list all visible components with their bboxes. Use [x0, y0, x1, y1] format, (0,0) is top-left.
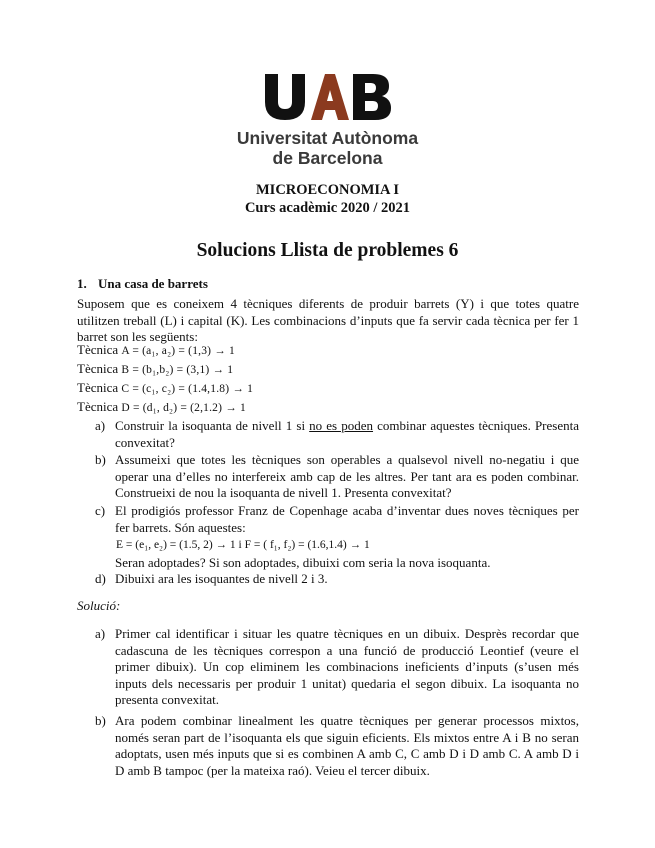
logo-letter-u	[265, 74, 305, 120]
list-marker: c)	[95, 503, 106, 518]
question-text: Seran adoptades? Si son adoptades, dibuixi com seria la nova isoquanta.	[115, 555, 491, 570]
section-title: Una casa de barrets	[98, 276, 208, 291]
question-text: El prodigiós professor Franz de Copenhage acaba d’inventar dues noves tècniques per fer barrets. Són aquestes:	[115, 503, 579, 535]
course-title: MICROECONOMIA I	[256, 182, 399, 198]
technique-line	[77, 399, 246, 416]
technique-label: Tècnica	[77, 342, 119, 357]
list-marker: a)	[95, 626, 106, 641]
document-title: Solucions Llista de problemes 6	[196, 240, 459, 261]
technique-line	[77, 380, 253, 397]
list-marker: b)	[95, 713, 106, 728]
technique-label: Tècnica	[77, 380, 119, 395]
technique-formula: A = (a₁, a₂) = (1,3) → 1	[121, 345, 236, 357]
solution-label: Solució:	[77, 598, 121, 613]
technique-line	[77, 361, 233, 378]
answer-text: Primer cal identificar i situar les quatre tècniques en un dibuix. Desprès recordar que cadascuna de les tècniques correspon a una funció de producció Leontief (veure el primer dibuix). Un cop eliminem les combinacions ineficients d’inputs (s’usen més inputs dels necessaris per produir 1 unitat) quedaria el segon dibuix. La isoquanta no presenta convexitat.	[115, 626, 579, 707]
section-heading	[77, 276, 208, 292]
underlined-phrase: no es poden	[309, 418, 374, 433]
section-number: 1.	[77, 276, 87, 291]
uab-logo-mark	[265, 74, 391, 120]
question-text-part: combinar aquestes tècniques. Presenta convexitat?	[115, 418, 579, 450]
university-line-1: Universitat Autònoma	[236, 128, 419, 148]
university-name	[0, 128, 655, 168]
list-marker: a)	[95, 418, 106, 433]
technique-label: Tècnica	[77, 399, 119, 414]
question-text	[115, 418, 579, 451]
new-techniques-formula: E = (e₁, e₂) = (1.5, 2) → 1 i F = ( f₁, f₂) = (1.6,1.4) → 1	[116, 539, 370, 551]
university-logo	[0, 74, 655, 168]
technique-formula: B = (b₁,b₂) = (3,1) → 1	[121, 364, 234, 376]
list-marker: d)	[95, 571, 106, 586]
question-text: Dibuixi ara les isoquantes de nivell 2 i 3.	[115, 571, 328, 586]
list-marker: b)	[95, 452, 106, 467]
intro-paragraph: Suposem que es coneixem 4 tècniques diferents de produir barrets (Y) i que totes quatre utilitzen treball (L) i capital (K). Les combinacions d’inputs que fa servir cada tècnica per fer 1 barret son les següents:	[77, 296, 579, 344]
answer-text: Ara podem combinar linealment les quatre tècniques per generar processos mixtos, només seran part de l’isoquanta els que siguin eficients. Els mixtos entre A i B no seran adoptats, usen més inputs que si es combinen A amb C, C amb D i D amb C. A amb D i D amb B tampoc (per la mateixa raó). Veieu el tercer dibuix.	[115, 713, 579, 778]
logo-letter-b	[353, 74, 391, 120]
question-text-part: Construir la isoquanta de nivell 1 si	[115, 418, 310, 433]
course-year: Curs acadèmic 2020 / 2021	[244, 200, 411, 216]
technique-line	[77, 342, 235, 359]
technique-formula: D = (d₁, d₂) = (2,1.2) → 1	[121, 402, 246, 414]
technique-label: Tècnica	[77, 361, 119, 376]
university-line-2: de Barcelona	[272, 148, 383, 168]
question-text: Assumeixi que totes les tècniques son operables a qualsevol nivell no-negatiu i que operar una d’elles no interfereix amb cap de les altres. Per tant ara es poden combinar. Construeixi de nou la isoquanta de nivell 1. Presenta convexitat?	[115, 452, 579, 500]
logo-letter-a	[311, 74, 349, 120]
technique-formula: C = (c₁, c₂) = (1.4,1.8) → 1	[121, 383, 254, 395]
